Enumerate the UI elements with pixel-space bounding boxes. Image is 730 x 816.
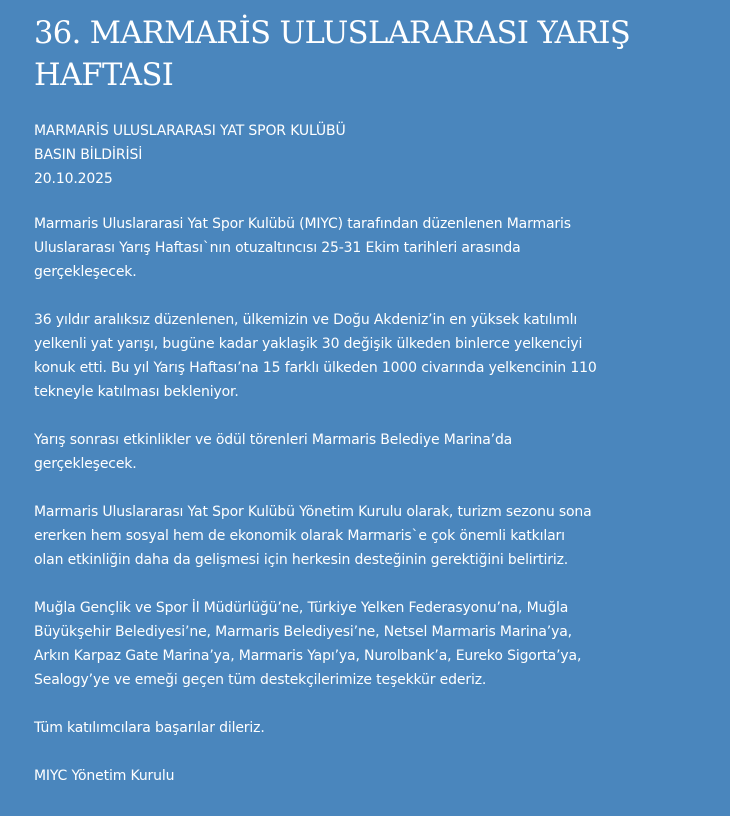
paragraph-line: ererken hem sosyal hem de ekonomik olarak Marmaris`e çok önemli katkıları: [34, 528, 565, 544]
paragraph-line: Tüm katılımcılara başarılar dileriz.: [34, 720, 265, 736]
paragraph-line: Uluslararası Yarış Haftası`nın otuzaltıncısı 25-31 Ekim tarihleri arasında: [34, 240, 521, 256]
club-name: MARMARİS ULUSLARARASI YAT SPOR KULÜBÜ: [34, 123, 346, 139]
press-release-header: [34, 119, 700, 191]
paragraph-line: konuk etti. Bu yıl Yarış Haftası’na 15 farklı ülkeden 1000 civarında yelkencinin 110: [34, 360, 597, 376]
paragraph-line: gerçekleşecek.: [34, 456, 137, 472]
paragraph-line: MIYC Yönetim Kurulu: [34, 768, 175, 784]
paragraph-line: tekneyle katılması bekleniyor.: [34, 384, 239, 400]
paragraph-board-statement: [34, 500, 700, 572]
paragraph-line: 36 yıldır aralıksız düzenlenen, ülkemizin ve Doğu Akdeniz’in en yüksek katılımlı: [34, 312, 578, 328]
paragraph-line: Sealogy’ye ve emeği geçen tüm destekçilerimize teşekkür ederiz.: [34, 672, 487, 688]
signature: [34, 764, 700, 788]
title-line-1: 36. MARMARİS ULUSLARARASI YARIŞ: [34, 16, 631, 51]
release-date: 20.10.2025: [34, 171, 113, 187]
paragraph-wishes: [34, 716, 700, 740]
paragraph-acknowledgements: [34, 596, 700, 692]
document-type: BASIN BİLDİRİSİ: [34, 147, 143, 163]
paragraph-line: Arkın Karpaz Gate Marina’ya, Marmaris Yapı’ya, Nurolbank’a, Eureko Sigorta’ya,: [34, 648, 582, 664]
paragraph-line: Marmaris Uluslararasi Yat Spor Kulübü (MIYC) tarafından düzenlenen Marmaris: [34, 216, 571, 232]
press-release-body: [34, 212, 700, 788]
paragraph-line: Marmaris Uluslararası Yat Spor Kulübü Yönetim Kurulu olarak, turizm sezonu sona: [34, 504, 592, 520]
paragraph-events: [34, 428, 700, 476]
title-line-2: HAFTASI: [34, 58, 174, 93]
paragraph-history: [34, 308, 700, 404]
paragraph-line: gerçekleşecek.: [34, 264, 137, 280]
paragraph-line: yelkenli yat yarışı, bugüne kadar yaklaşik 30 değişik ülkeden binlerce yelkenciyi: [34, 336, 583, 352]
paragraph-line: olan etkinliğin daha da gelişmesi için herkesin desteğinin gerektiğini belirtiriz.: [34, 552, 569, 568]
paragraph-announcement: [34, 212, 700, 284]
paragraph-line: Yarış sonrası etkinlikler ve ödül törenleri Marmaris Belediye Marina’da: [34, 432, 513, 448]
page-title: [34, 13, 700, 97]
paragraph-line: Muğla Gençlik ve Spor İl Müdürlüğü’ne, Türkiye Yelken Federasyonu’na, Muğla: [34, 600, 569, 616]
paragraph-line: Büyükşehir Belediyesi’ne, Marmaris Belediyesi’ne, Netsel Marmaris Marina’ya,: [34, 624, 572, 640]
